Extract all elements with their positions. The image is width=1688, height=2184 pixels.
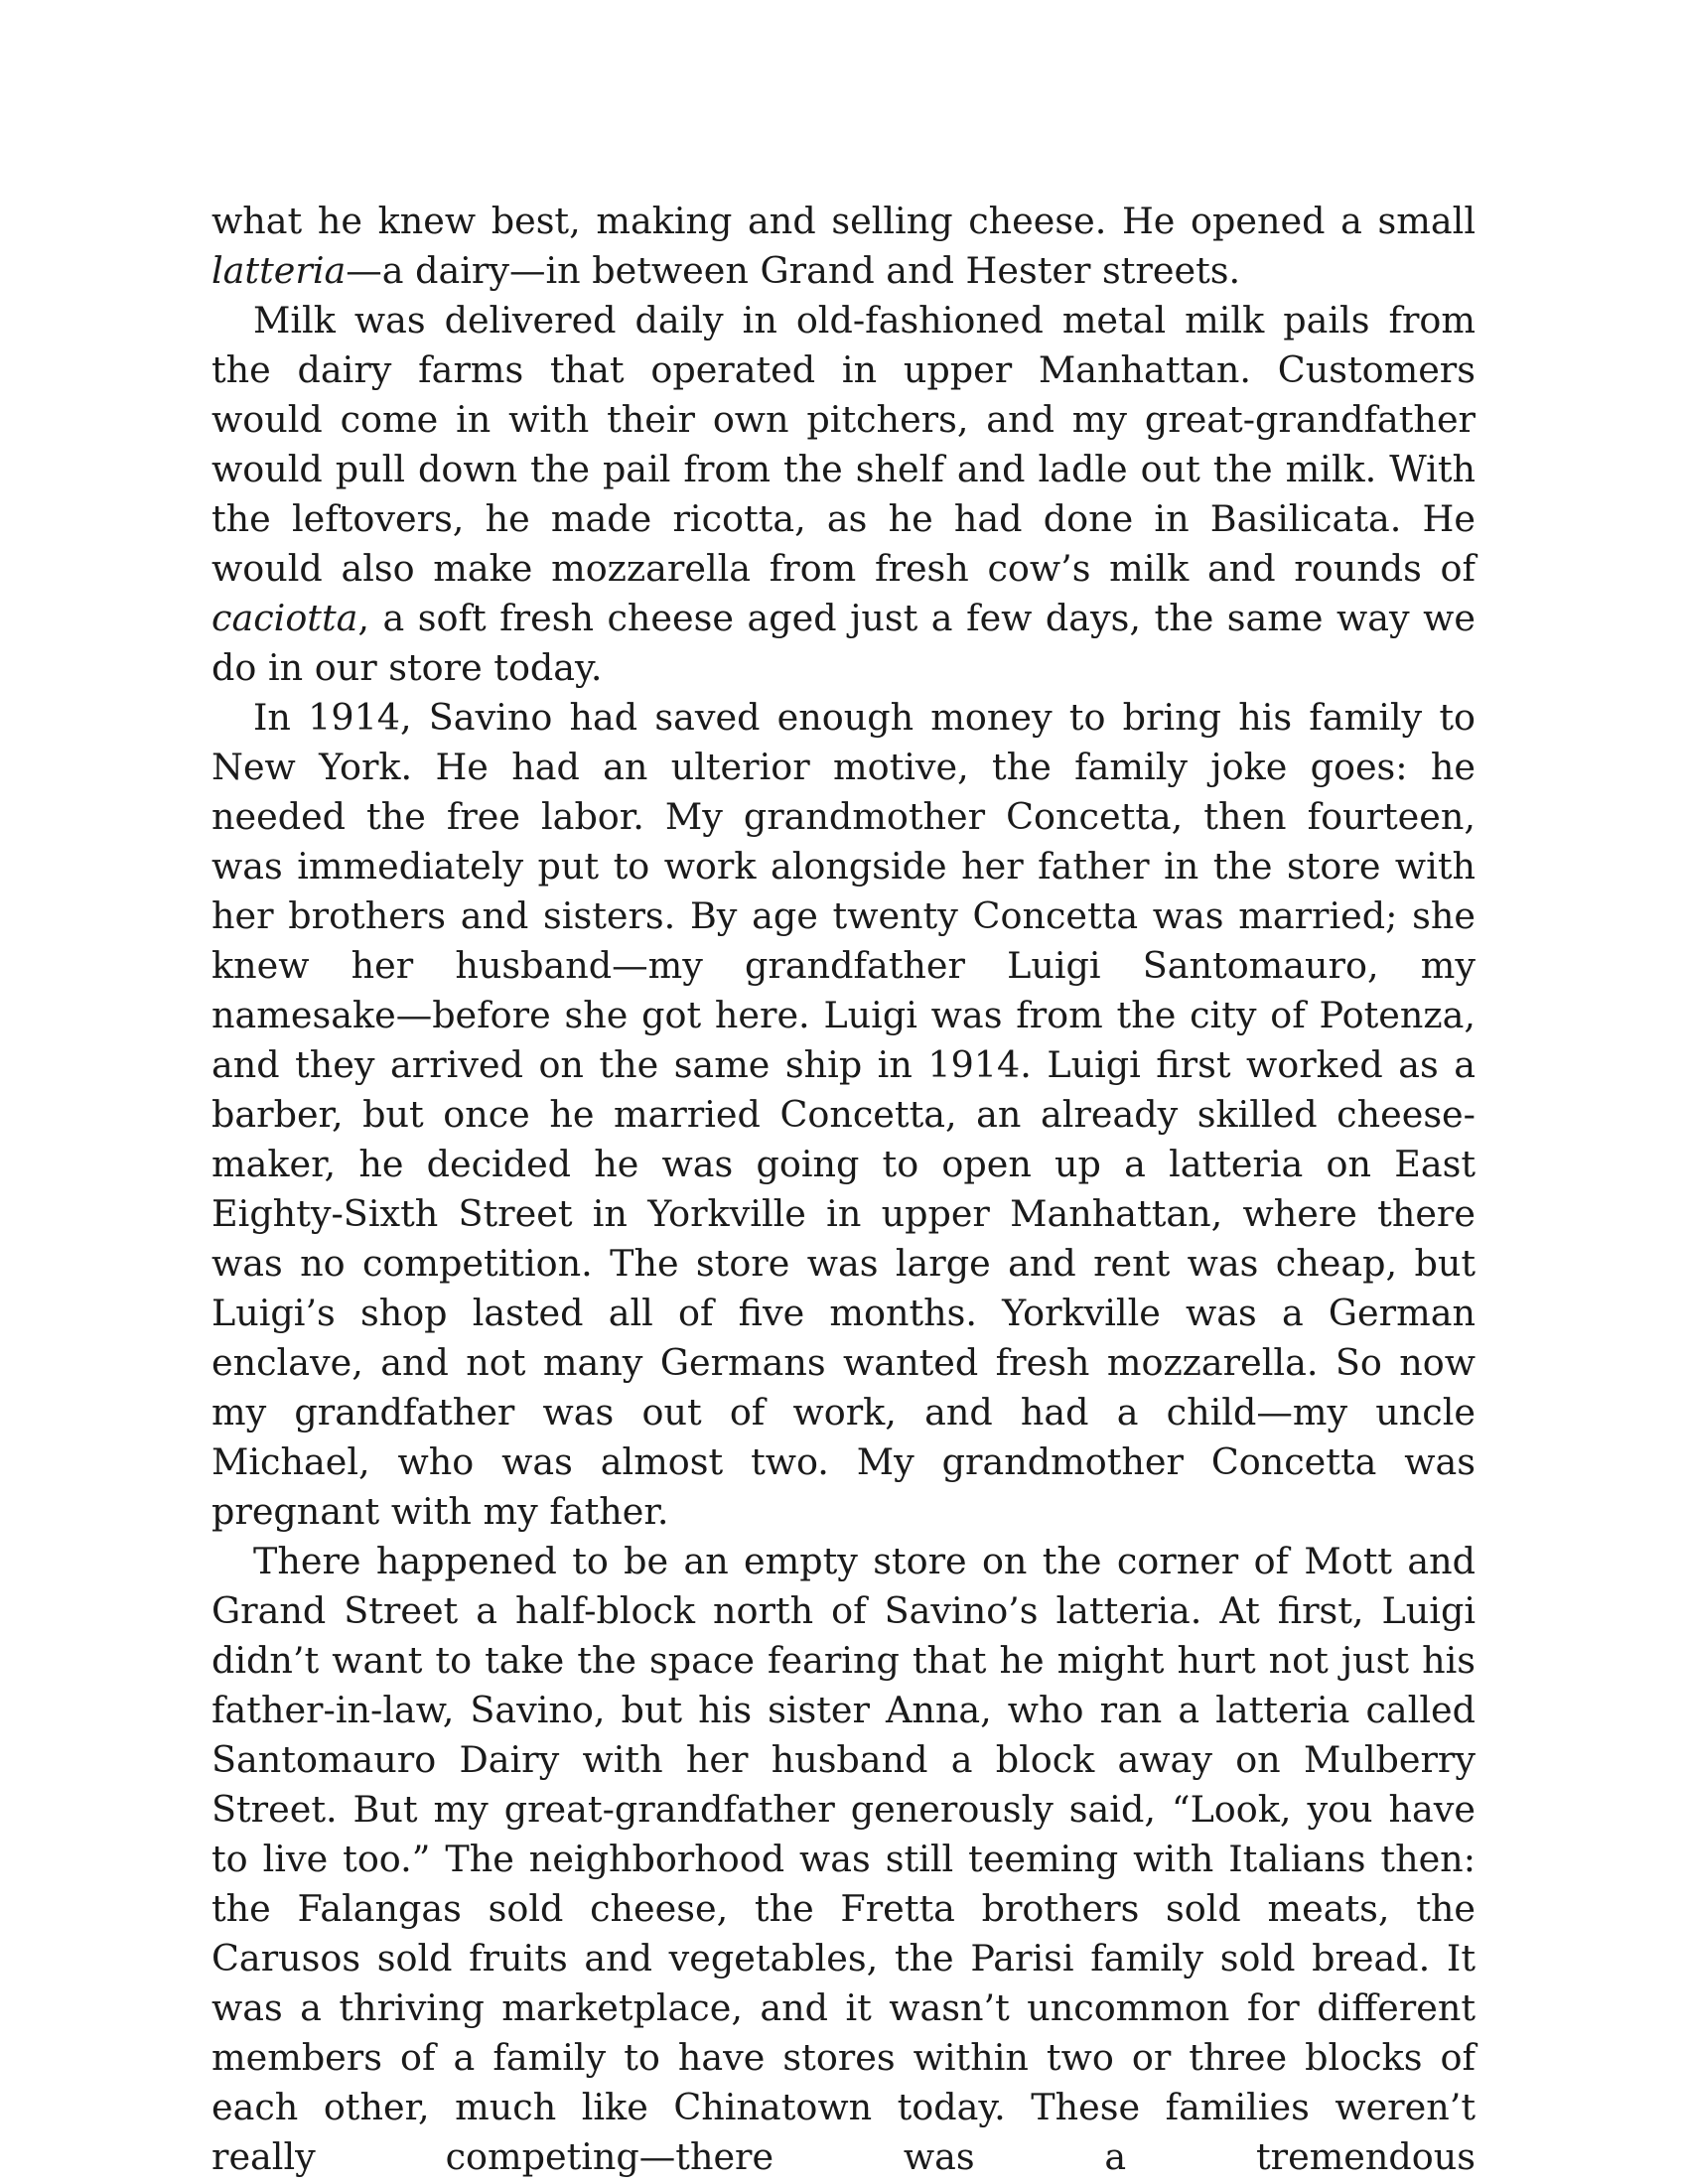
italic-term: caciotta: [211, 597, 358, 639]
book-page: [211, 197, 1476, 2182]
paragraph-4: [211, 1537, 1476, 2182]
paragraph-1: [211, 197, 1476, 296]
text-run: There happened to be an empty store on the corner of Mott and Grand Street a half-block north of Savino’s latteria. At first, Luigi didn’t want to take the space fearing that he might hurt not just his father-in-law, Savino, but his sister Anna, who ran a latteria called Santomauro Dairy with her husband a block away on Mulberry Street. But my great-grandfather generously said, “Look, you have to live too.” The neighborhood was still teeming with Italians then: the Falangas sold cheese, the Fretta brothers sold meats, the Carusos sold fruits and vegetables, the Parisi family sold bread. It was a thriving marketplace, and it wasn’t uncommon for different members of a family to have stores within two or three blocks of each other, much like Chinatown today. These families weren’t really competing—there was a tremendous: [211, 1540, 1476, 2178]
text-run: —a dairy—in between Grand and Hester streets.: [346, 249, 1241, 292]
italic-term: latteria: [211, 249, 347, 292]
paragraph-2: [211, 296, 1476, 693]
text-run: , a soft fresh cheese aged just a few days, the same way we do in our store today.: [211, 597, 1476, 689]
text-run: In 1914, Savino had saved enough money to bring his family to New York. He had an ulterior motive, the family joke goes: he needed the free labor. My grandmother Concetta, then fourteen, was immediately put to work alongside her father in the store with her brothers and sisters. By age twenty Concetta was married; she knew her husband—my grandfather Luigi Santomauro, my namesake—before she got here. Luigi was from the city of Potenza, and they arrived on the same ship in 1914. Luigi first worked as a barber, but once he married Concetta, an already skilled cheese-maker, he decided he was going to open up a latteria on East Eighty-Sixth Street in Yorkville in upper Manhattan, where there was no competition. The store was large and rent was cheap, but Luigi’s shop lasted all of five months. Yorkville was a German enclave, and not many Germans wanted fresh mozzarella. So now my grandfather was out of work, and had a child—my uncle Michael, who was almost two. My grandmother Concetta was pregnant with my father.: [211, 696, 1476, 1533]
paragraph-3: [211, 693, 1476, 1537]
text-run: what he knew best, making and selling cheese. He opened a small: [211, 200, 1476, 242]
text-run: Milk was delivered daily in old-fashioned metal milk pails from the dairy farms that operated in upper Manhattan. Customers would come in with their own pitchers, and my great-grandfather would pull down the pail from the shelf and ladle out the milk. With the leftovers, he made ricotta, as he had done in Basilicata. He would also make mozzarella from fresh cow’s milk and rounds of: [211, 299, 1476, 590]
